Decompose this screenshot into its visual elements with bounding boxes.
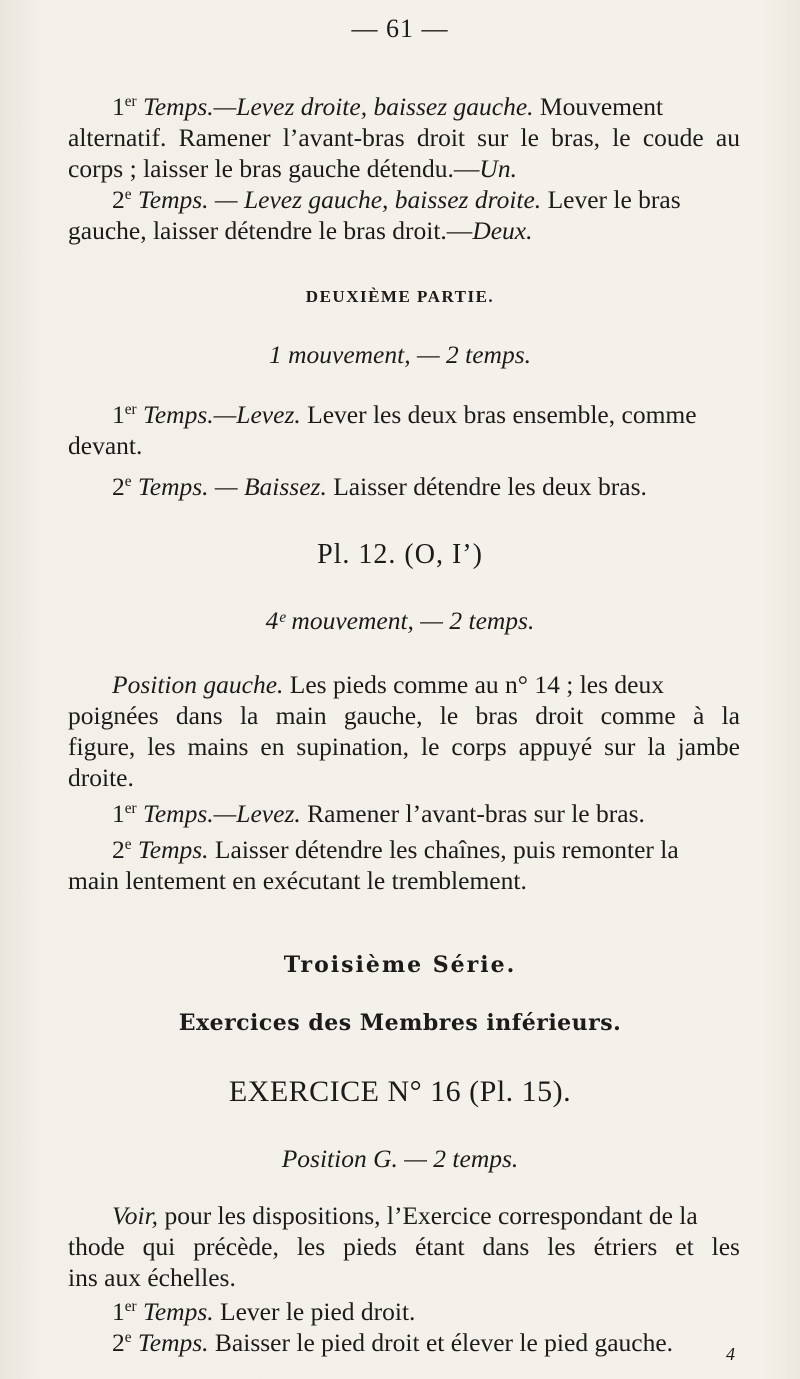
- ordinal-suffix: e: [124, 472, 132, 490]
- paragraph-position-line-4: droite.: [68, 763, 134, 792]
- paragraph-temps-1-line-1: [112, 92, 663, 122]
- movement-subtitle-4: 4ᵉ mouvement, — 2 temps.: [265, 606, 535, 635]
- text-run: Lever le bras: [541, 185, 681, 214]
- command-text: Temps. — Levez gauche, baissez droite.: [131, 185, 542, 214]
- paragraph-position-line-3: figure, les mains en supination, le corps appuyé sur la jambe: [68, 732, 740, 761]
- position-subtitle: Position G. — 2 temps.: [281, 1144, 519, 1173]
- paragraph-temps-2-line-1: [112, 185, 681, 215]
- temps-number: 2: [112, 472, 125, 501]
- text-run: pour les dispositions, l’Exercice correspondant de la: [158, 1201, 698, 1230]
- text-run: Ramener l’avant-bras sur le bras.: [300, 799, 645, 828]
- command-text: Temps.—Levez.: [136, 400, 301, 429]
- count-word: Un.: [479, 154, 517, 183]
- paragraph-temps-2-line-2: [68, 216, 533, 246]
- paragraph-temps-1-line-2: alternatif. Ramener l’avant-bras droit sur le bras, le coude au: [68, 123, 740, 152]
- temps-number: 1: [112, 1297, 125, 1326]
- ordinal-suffix: er: [124, 799, 137, 817]
- exercise-heading: EXERCICE N° 16 (Pl. 15).: [228, 1075, 572, 1108]
- paragraph-temps-1b-line-1: [112, 799, 645, 829]
- page-number: — 61 —: [351, 14, 449, 43]
- temps-number: 2: [112, 1328, 125, 1357]
- temps-number: 2: [112, 835, 125, 864]
- paragraph-temps-2b-line-2: main lentement en exécutant le tremblement.: [68, 866, 527, 895]
- paragraph-levez-line-1: [112, 400, 697, 430]
- serie-heading: Troisième Série.: [283, 952, 517, 978]
- ordinal-suffix: e: [124, 1328, 132, 1346]
- paragraph-position-line-1: [112, 670, 664, 700]
- position-label: Position gauche.: [112, 670, 284, 699]
- temps-number: 1: [112, 400, 125, 429]
- paragraph-levez-line-2: devant.: [68, 431, 143, 460]
- signature-mark: 4: [726, 1344, 735, 1364]
- paragraph-temps-1c-line-1: [112, 1297, 415, 1327]
- temps-number: 1: [112, 799, 125, 828]
- serie-subheading: Exercices des Membres inférieurs.: [178, 1010, 622, 1036]
- voir-label: Voir,: [112, 1201, 159, 1230]
- ordinal-suffix: e: [124, 185, 132, 203]
- ordinal-suffix: e: [124, 835, 132, 853]
- paragraph-voir-line-1: [112, 1201, 698, 1231]
- temps-number: 1: [112, 92, 125, 121]
- command-text: Temps.—Levez.: [136, 799, 301, 828]
- text-run: corps ; laisser le bras gauche détendu.—: [68, 154, 480, 183]
- temps-number: 2: [112, 185, 125, 214]
- paragraph-temps-2b-line-1: [112, 835, 679, 865]
- ordinal-suffix: er: [124, 1297, 137, 1315]
- command-text: Temps. — Baissez.: [131, 472, 327, 501]
- command-text: Temps.: [136, 1297, 214, 1326]
- text-run: Laisser détendre les deux bras.: [326, 472, 647, 501]
- paragraph-voir-line-2: thode qui précède, les pieds étant dans les étriers et les: [68, 1232, 740, 1261]
- plate-reference: Pl. 12. (O, I’): [317, 539, 483, 570]
- section-title: DEUXIÈME PARTIE.: [305, 287, 495, 306]
- ordinal-suffix: er: [124, 92, 137, 110]
- command-text: Temps.: [131, 1328, 209, 1357]
- text-run: Laisser détendre les chaînes, puis remonter la: [208, 835, 679, 864]
- ordinal-suffix: er: [124, 400, 137, 418]
- command-text: Temps.: [131, 835, 209, 864]
- text-run: gauche, laisser détendre le bras droit.—: [68, 216, 473, 245]
- text-run: Lever le pied droit.: [213, 1297, 416, 1326]
- text-run: Les pieds comme au n° 14 ; les deux: [283, 670, 664, 699]
- paragraph-temps-1-line-3: [68, 154, 517, 184]
- text-run: Mouvement: [533, 92, 664, 121]
- paragraph-position-line-2: poignées dans la main gauche, le bras droit comme à la: [68, 701, 740, 730]
- paragraph-baissez-line-1: [112, 472, 647, 502]
- movement-subtitle: 1 mouvement, — 2 temps.: [268, 340, 532, 369]
- paragraph-temps-2c-line-1: [112, 1328, 673, 1358]
- text-run: Baisser le pied droit et élever le pied gauche.: [208, 1328, 674, 1357]
- paragraph-voir-line-3: ins aux échelles.: [68, 1263, 236, 1292]
- count-word: Deux.: [472, 216, 533, 245]
- command-text: Temps.—Levez droite, baissez gauche.: [136, 92, 534, 121]
- text-run: Lever les deux bras ensemble, comme: [300, 400, 697, 429]
